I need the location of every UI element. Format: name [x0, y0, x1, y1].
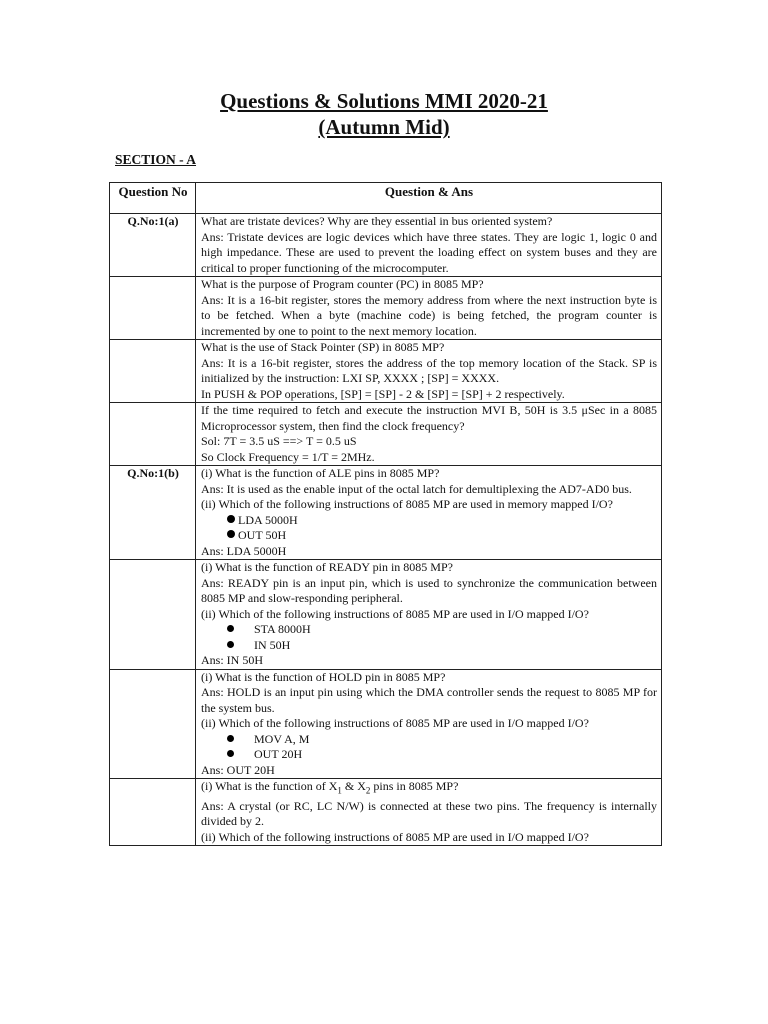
question-text-2: (ii) Which of the following instructions of 8085 MP are used in I/O mapped I/O?: [201, 606, 589, 621]
question-text: (i) What is the function of ALE pins in 8085 MP?: [201, 466, 440, 480]
table-row: [110, 214, 662, 277]
question-number: [110, 779, 196, 846]
question-number: [110, 340, 196, 403]
qa-cell: [196, 214, 662, 277]
question-number: [110, 560, 196, 670]
option-text: OUT 20H: [254, 747, 303, 761]
option-text: LDA 5000H: [238, 512, 298, 527]
question-number: [110, 277, 196, 340]
bullet-icon: [227, 530, 235, 538]
answer-text-2: In PUSH & POP operations, [SP] = [SP] - 2 & [SP] = [SP] + 2 respectively.: [201, 386, 565, 401]
document-title: [0, 88, 768, 140]
table-row: [110, 403, 662, 466]
question-text-2: (ii) Which of the following instructions of 8085 MP are used in I/O mapped I/O?: [201, 716, 589, 730]
subscript: 2: [365, 785, 371, 796]
answer-text-2: Ans: OUT 20H: [201, 762, 275, 777]
question-text: What is the purpose of Program counter (PC) in 8085 MP?: [201, 277, 484, 291]
answer-text: Ans: A crystal (or RC, LC N/W) is connected at these two pins. The frequency is internally divided by 2.: [201, 798, 657, 829]
answer-text: Ans: It is used as the enable input of the octal latch for demultiplexing the AD7-AD0 bus.: [201, 481, 632, 496]
answer-text: Ans: HOLD is an input pin using which the DMA controller sends the request to 8085 MP for the system bus.: [201, 685, 657, 715]
solution-text: Sol: 7T = 3.5 uS ==> T = 0.5 uS: [201, 434, 357, 448]
table-row: [110, 779, 662, 846]
solution-text-2: So Clock Frequency = 1/T = 2MHz.: [201, 449, 375, 464]
table-row: [110, 277, 662, 340]
question-text-2: (ii) Which of the following instructions of 8085 MP are used in memory mapped I/O?: [201, 497, 613, 511]
option-item: [201, 513, 657, 529]
question-text: What are tristate devices? Why are they essential in bus oriented system?: [201, 214, 553, 228]
table-row: [110, 466, 662, 560]
option-text: OUT 50H: [238, 528, 287, 542]
question-number: Q.No:1(a): [110, 214, 196, 277]
option-item: [201, 528, 657, 544]
question-text: If the time required to fetch and execute the instruction MVI B, 50H is 3.5 μSec in a 8085 Microprocessor system, then find the clock frequency?: [201, 403, 657, 433]
section-heading: SECTION - A: [115, 152, 197, 167]
bullet-icon: [227, 625, 234, 632]
qa-cell: [196, 277, 662, 340]
option-item: [201, 622, 657, 638]
bullet-icon: [227, 750, 234, 757]
table-row: [110, 560, 662, 670]
bullet-icon: [227, 515, 235, 523]
bullet-icon: [227, 641, 234, 648]
question-text-2: (ii) Which of the following instructions of 8085 MP are used in I/O mapped I/O?: [201, 829, 589, 844]
question-text-part: (i) What is the function of X: [201, 779, 338, 793]
bullet-icon: [227, 735, 234, 742]
table-header-row: [110, 183, 662, 214]
header-question-no: Question No: [110, 183, 196, 214]
option-text: STA 8000H: [254, 622, 311, 636]
option-item: [201, 747, 657, 763]
qa-cell: [196, 466, 662, 560]
question-text: (i) What is the function of READY pin in 8085 MP?: [201, 560, 453, 574]
answer-text: Ans: It is a 16-bit register, stores the memory address from where the next instruction byte is to be fetched. When a byte (machine code) is being fetched, the program counter is incremented by one to point to the next memory location.: [201, 292, 657, 338]
option-text: IN 50H: [254, 637, 291, 652]
answer-text-2: Ans: LDA 5000H: [201, 543, 287, 558]
title-line-2: (Autumn Mid): [318, 115, 450, 139]
qa-cell: [196, 403, 662, 466]
title-line-1: Questions & Solutions MMI 2020-21: [220, 89, 548, 113]
qa-cell: [196, 779, 662, 846]
subscript: 1: [337, 785, 342, 796]
answer-text: Ans: READY pin is an input pin, which is used to synchronize the communication between 8085 MP and slow-responding peripheral.: [201, 575, 657, 605]
answer-text: Ans: It is a 16-bit register, stores the address of the top memory location of the Stack. SP is initialized by the instruction: LXI SP, XXXX ; [SP] = XXXX.: [201, 355, 657, 385]
question-text-part: pins in 8085 MP?: [370, 779, 459, 793]
qa-table: [109, 182, 662, 846]
question-text: What is the use of Stack Pointer (SP) in 8085 MP?: [201, 340, 445, 354]
option-item: [201, 638, 657, 654]
qa-cell: [196, 340, 662, 403]
question-text-part: & X: [341, 779, 366, 793]
answer-text: Ans: Tristate devices are logic devices which have three states. They are logic 1, logic 0 and high impedance. These are used to prevent the loading effect on system buses and they are critical to proper functioning of the microcomputer.: [201, 229, 657, 275]
qa-cell: [196, 560, 662, 670]
question-text: [201, 779, 657, 799]
option-item: [201, 732, 657, 748]
answer-text-2: Ans: IN 50H: [201, 653, 263, 667]
question-number: Q.No:1(b): [110, 466, 196, 560]
question-number: [110, 403, 196, 466]
option-text: MOV A, M: [254, 731, 310, 746]
question-number: [110, 669, 196, 779]
question-text: (i) What is the function of HOLD pin in 8085 MP?: [201, 669, 446, 684]
header-question-ans: Question & Ans: [196, 183, 662, 214]
table-row: [110, 669, 662, 779]
table-row: [110, 340, 662, 403]
qa-cell: [196, 669, 662, 779]
